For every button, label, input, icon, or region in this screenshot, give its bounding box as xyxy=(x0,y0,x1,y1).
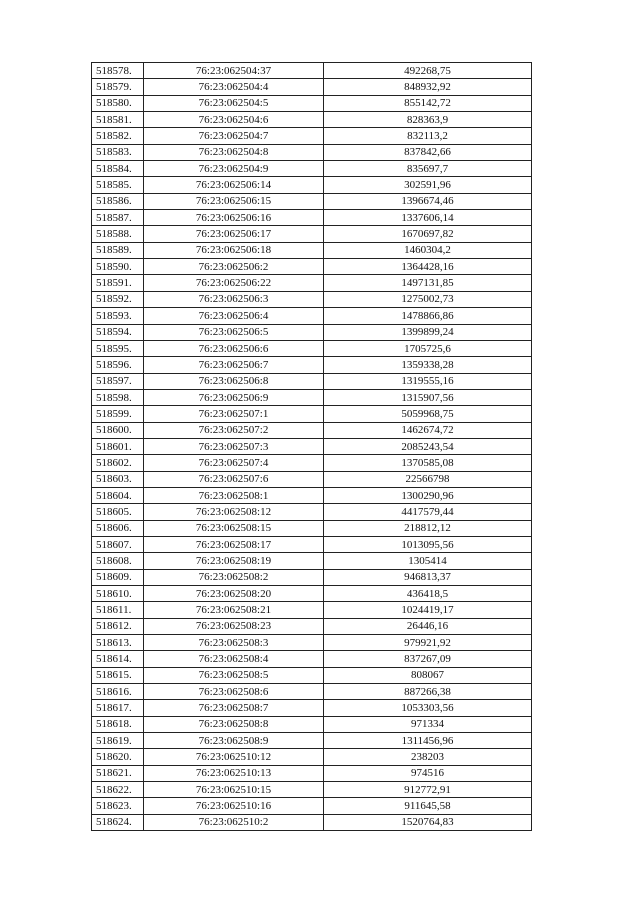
value-cell: 1315907,56 xyxy=(324,389,532,405)
value-cell: 828363,9 xyxy=(324,112,532,128)
cadastral-number-cell: 76:23:062506:9 xyxy=(144,389,324,405)
table-row xyxy=(92,586,532,602)
value-cell: 1520764,83 xyxy=(324,814,532,830)
cadastral-table xyxy=(91,62,532,831)
row-number-cell: 518583. xyxy=(92,144,144,160)
row-number-cell: 518603. xyxy=(92,471,144,487)
table-row xyxy=(92,406,532,422)
cadastral-number-cell: 76:23:062507:4 xyxy=(144,455,324,471)
row-number-cell: 518623. xyxy=(92,798,144,814)
cadastral-number-cell: 76:23:062508:21 xyxy=(144,602,324,618)
value-cell: 1024419,17 xyxy=(324,602,532,618)
cadastral-number-cell: 76:23:062504:7 xyxy=(144,128,324,144)
cadastral-number-cell: 76:23:062506:16 xyxy=(144,210,324,226)
value-cell: 436418,5 xyxy=(324,586,532,602)
cadastral-number-cell: 76:23:062510:13 xyxy=(144,765,324,781)
table-row xyxy=(92,618,532,634)
row-number-cell: 518588. xyxy=(92,226,144,242)
table-row xyxy=(92,569,532,585)
row-number-cell: 518612. xyxy=(92,618,144,634)
row-number-cell: 518601. xyxy=(92,438,144,454)
table-row xyxy=(92,438,532,454)
cadastral-number-cell: 76:23:062506:14 xyxy=(144,177,324,193)
value-cell: 912772,91 xyxy=(324,782,532,798)
row-number-cell: 518578. xyxy=(92,63,144,79)
table-row xyxy=(92,128,532,144)
table-row xyxy=(92,782,532,798)
value-cell: 1705725,6 xyxy=(324,340,532,356)
value-cell: 22566798 xyxy=(324,471,532,487)
value-cell: 946813,37 xyxy=(324,569,532,585)
value-cell: 835697,7 xyxy=(324,161,532,177)
cadastral-number-cell: 76:23:062504:5 xyxy=(144,95,324,111)
value-cell: 1275002,73 xyxy=(324,291,532,307)
table-row xyxy=(92,308,532,324)
cadastral-number-cell: 76:23:062506:8 xyxy=(144,373,324,389)
cadastral-number-cell: 76:23:062508:19 xyxy=(144,553,324,569)
table-row xyxy=(92,275,532,291)
row-number-cell: 518605. xyxy=(92,504,144,520)
value-cell: 238203 xyxy=(324,749,532,765)
row-number-cell: 518595. xyxy=(92,340,144,356)
value-cell: 1370585,08 xyxy=(324,455,532,471)
value-cell: 1319555,16 xyxy=(324,373,532,389)
cadastral-number-cell: 76:23:062506:7 xyxy=(144,357,324,373)
value-cell: 808067 xyxy=(324,667,532,683)
cadastral-number-cell: 76:23:062508:17 xyxy=(144,536,324,552)
row-number-cell: 518604. xyxy=(92,487,144,503)
row-number-cell: 518617. xyxy=(92,700,144,716)
row-number-cell: 518596. xyxy=(92,357,144,373)
cadastral-number-cell: 76:23:062504:9 xyxy=(144,161,324,177)
value-cell: 5059968,75 xyxy=(324,406,532,422)
row-number-cell: 518584. xyxy=(92,161,144,177)
table-row xyxy=(92,144,532,160)
cadastral-number-cell: 76:23:062507:6 xyxy=(144,471,324,487)
cadastral-number-cell: 76:23:062507:2 xyxy=(144,422,324,438)
table-row xyxy=(92,63,532,79)
row-number-cell: 518582. xyxy=(92,128,144,144)
cadastral-number-cell: 76:23:062508:23 xyxy=(144,618,324,634)
value-cell: 855142,72 xyxy=(324,95,532,111)
value-cell: 1364428,16 xyxy=(324,259,532,275)
value-cell: 832113,2 xyxy=(324,128,532,144)
table-row xyxy=(92,749,532,765)
table-row xyxy=(92,635,532,651)
value-cell: 837267,09 xyxy=(324,651,532,667)
value-cell: 218812,12 xyxy=(324,520,532,536)
table-row xyxy=(92,324,532,340)
cadastral-number-cell: 76:23:062510:15 xyxy=(144,782,324,798)
value-cell: 26446,16 xyxy=(324,618,532,634)
row-number-cell: 518590. xyxy=(92,259,144,275)
table-row xyxy=(92,259,532,275)
value-cell: 1399899,24 xyxy=(324,324,532,340)
table-row xyxy=(92,651,532,667)
value-cell: 492268,75 xyxy=(324,63,532,79)
cadastral-number-cell: 76:23:062508:7 xyxy=(144,700,324,716)
table-row xyxy=(92,177,532,193)
table-row xyxy=(92,161,532,177)
table-row xyxy=(92,536,532,552)
row-number-cell: 518622. xyxy=(92,782,144,798)
table-row xyxy=(92,455,532,471)
row-number-cell: 518600. xyxy=(92,422,144,438)
cadastral-number-cell: 76:23:062506:6 xyxy=(144,340,324,356)
cadastral-number-cell: 76:23:062508:8 xyxy=(144,716,324,732)
row-number-cell: 518614. xyxy=(92,651,144,667)
table-row xyxy=(92,667,532,683)
row-number-cell: 518592. xyxy=(92,291,144,307)
row-number-cell: 518607. xyxy=(92,536,144,552)
table-row xyxy=(92,340,532,356)
table-row xyxy=(92,765,532,781)
row-number-cell: 518585. xyxy=(92,177,144,193)
cadastral-number-cell: 76:23:062510:2 xyxy=(144,814,324,830)
row-number-cell: 518597. xyxy=(92,373,144,389)
value-cell: 971334 xyxy=(324,716,532,732)
table-row xyxy=(92,520,532,536)
value-cell: 1462674,72 xyxy=(324,422,532,438)
row-number-cell: 518580. xyxy=(92,95,144,111)
value-cell: 1013095,56 xyxy=(324,536,532,552)
table-row xyxy=(92,504,532,520)
table-row xyxy=(92,716,532,732)
cadastral-number-cell: 76:23:062506:4 xyxy=(144,308,324,324)
cadastral-number-cell: 76:23:062506:2 xyxy=(144,259,324,275)
cadastral-number-cell: 76:23:062504:4 xyxy=(144,79,324,95)
value-cell: 837842,66 xyxy=(324,144,532,160)
table-row xyxy=(92,357,532,373)
value-cell: 1478866,86 xyxy=(324,308,532,324)
cadastral-number-cell: 76:23:062508:6 xyxy=(144,684,324,700)
table-row xyxy=(92,210,532,226)
value-cell: 1460304,2 xyxy=(324,242,532,258)
cadastral-number-cell: 76:23:062508:2 xyxy=(144,569,324,585)
value-cell: 1497131,85 xyxy=(324,275,532,291)
table-row xyxy=(92,291,532,307)
row-number-cell: 518598. xyxy=(92,389,144,405)
table-row xyxy=(92,193,532,209)
value-cell: 1311456,96 xyxy=(324,733,532,749)
table-body xyxy=(92,63,532,831)
table-row xyxy=(92,814,532,830)
cadastral-number-cell: 76:23:062504:37 xyxy=(144,63,324,79)
value-cell: 1359338,28 xyxy=(324,357,532,373)
row-number-cell: 518599. xyxy=(92,406,144,422)
table-row xyxy=(92,112,532,128)
row-number-cell: 518593. xyxy=(92,308,144,324)
row-number-cell: 518613. xyxy=(92,635,144,651)
table-row xyxy=(92,700,532,716)
row-number-cell: 518616. xyxy=(92,684,144,700)
value-cell: 1670697,82 xyxy=(324,226,532,242)
table-row xyxy=(92,226,532,242)
table-row xyxy=(92,389,532,405)
row-number-cell: 518609. xyxy=(92,569,144,585)
row-number-cell: 518610. xyxy=(92,586,144,602)
value-cell: 1337606,14 xyxy=(324,210,532,226)
cadastral-number-cell: 76:23:062507:3 xyxy=(144,438,324,454)
row-number-cell: 518621. xyxy=(92,765,144,781)
row-number-cell: 518611. xyxy=(92,602,144,618)
row-number-cell: 518619. xyxy=(92,733,144,749)
row-number-cell: 518618. xyxy=(92,716,144,732)
row-number-cell: 518589. xyxy=(92,242,144,258)
table-row xyxy=(92,553,532,569)
value-cell: 2085243,54 xyxy=(324,438,532,454)
cadastral-number-cell: 76:23:062508:5 xyxy=(144,667,324,683)
cadastral-number-cell: 76:23:062506:15 xyxy=(144,193,324,209)
row-number-cell: 518594. xyxy=(92,324,144,340)
row-number-cell: 518620. xyxy=(92,749,144,765)
cadastral-number-cell: 76:23:062506:22 xyxy=(144,275,324,291)
cadastral-number-cell: 76:23:062508:1 xyxy=(144,487,324,503)
cadastral-number-cell: 76:23:062508:20 xyxy=(144,586,324,602)
table-row xyxy=(92,242,532,258)
value-cell: 887266,38 xyxy=(324,684,532,700)
cadastral-number-cell: 76:23:062506:5 xyxy=(144,324,324,340)
cadastral-number-cell: 76:23:062506:17 xyxy=(144,226,324,242)
cadastral-number-cell: 76:23:062510:12 xyxy=(144,749,324,765)
cadastral-number-cell: 76:23:062508:4 xyxy=(144,651,324,667)
value-cell: 1300290,96 xyxy=(324,487,532,503)
table-row xyxy=(92,471,532,487)
table-row xyxy=(92,95,532,111)
table-row xyxy=(92,733,532,749)
cadastral-number-cell: 76:23:062508:9 xyxy=(144,733,324,749)
value-cell: 1305414 xyxy=(324,553,532,569)
value-cell: 974516 xyxy=(324,765,532,781)
table-row xyxy=(92,684,532,700)
table-row xyxy=(92,373,532,389)
cadastral-number-cell: 76:23:062504:8 xyxy=(144,144,324,160)
value-cell: 911645,58 xyxy=(324,798,532,814)
row-number-cell: 518587. xyxy=(92,210,144,226)
table-row xyxy=(92,79,532,95)
row-number-cell: 518624. xyxy=(92,814,144,830)
cadastral-number-cell: 76:23:062510:16 xyxy=(144,798,324,814)
row-number-cell: 518615. xyxy=(92,667,144,683)
table-row xyxy=(92,422,532,438)
row-number-cell: 518606. xyxy=(92,520,144,536)
cadastral-number-cell: 76:23:062508:15 xyxy=(144,520,324,536)
value-cell: 302591,96 xyxy=(324,177,532,193)
cadastral-number-cell: 76:23:062506:18 xyxy=(144,242,324,258)
row-number-cell: 518591. xyxy=(92,275,144,291)
value-cell: 979921,92 xyxy=(324,635,532,651)
cadastral-number-cell: 76:23:062507:1 xyxy=(144,406,324,422)
cadastral-number-cell: 76:23:062508:3 xyxy=(144,635,324,651)
row-number-cell: 518579. xyxy=(92,79,144,95)
value-cell: 4417579,44 xyxy=(324,504,532,520)
row-number-cell: 518581. xyxy=(92,112,144,128)
value-cell: 1053303,56 xyxy=(324,700,532,716)
value-cell: 848932,92 xyxy=(324,79,532,95)
cadastral-number-cell: 76:23:062506:3 xyxy=(144,291,324,307)
value-cell: 1396674,46 xyxy=(324,193,532,209)
cadastral-number-cell: 76:23:062504:6 xyxy=(144,112,324,128)
row-number-cell: 518586. xyxy=(92,193,144,209)
row-number-cell: 518608. xyxy=(92,553,144,569)
cadastral-number-cell: 76:23:062508:12 xyxy=(144,504,324,520)
table-row xyxy=(92,487,532,503)
row-number-cell: 518602. xyxy=(92,455,144,471)
table-row xyxy=(92,798,532,814)
table-row xyxy=(92,602,532,618)
